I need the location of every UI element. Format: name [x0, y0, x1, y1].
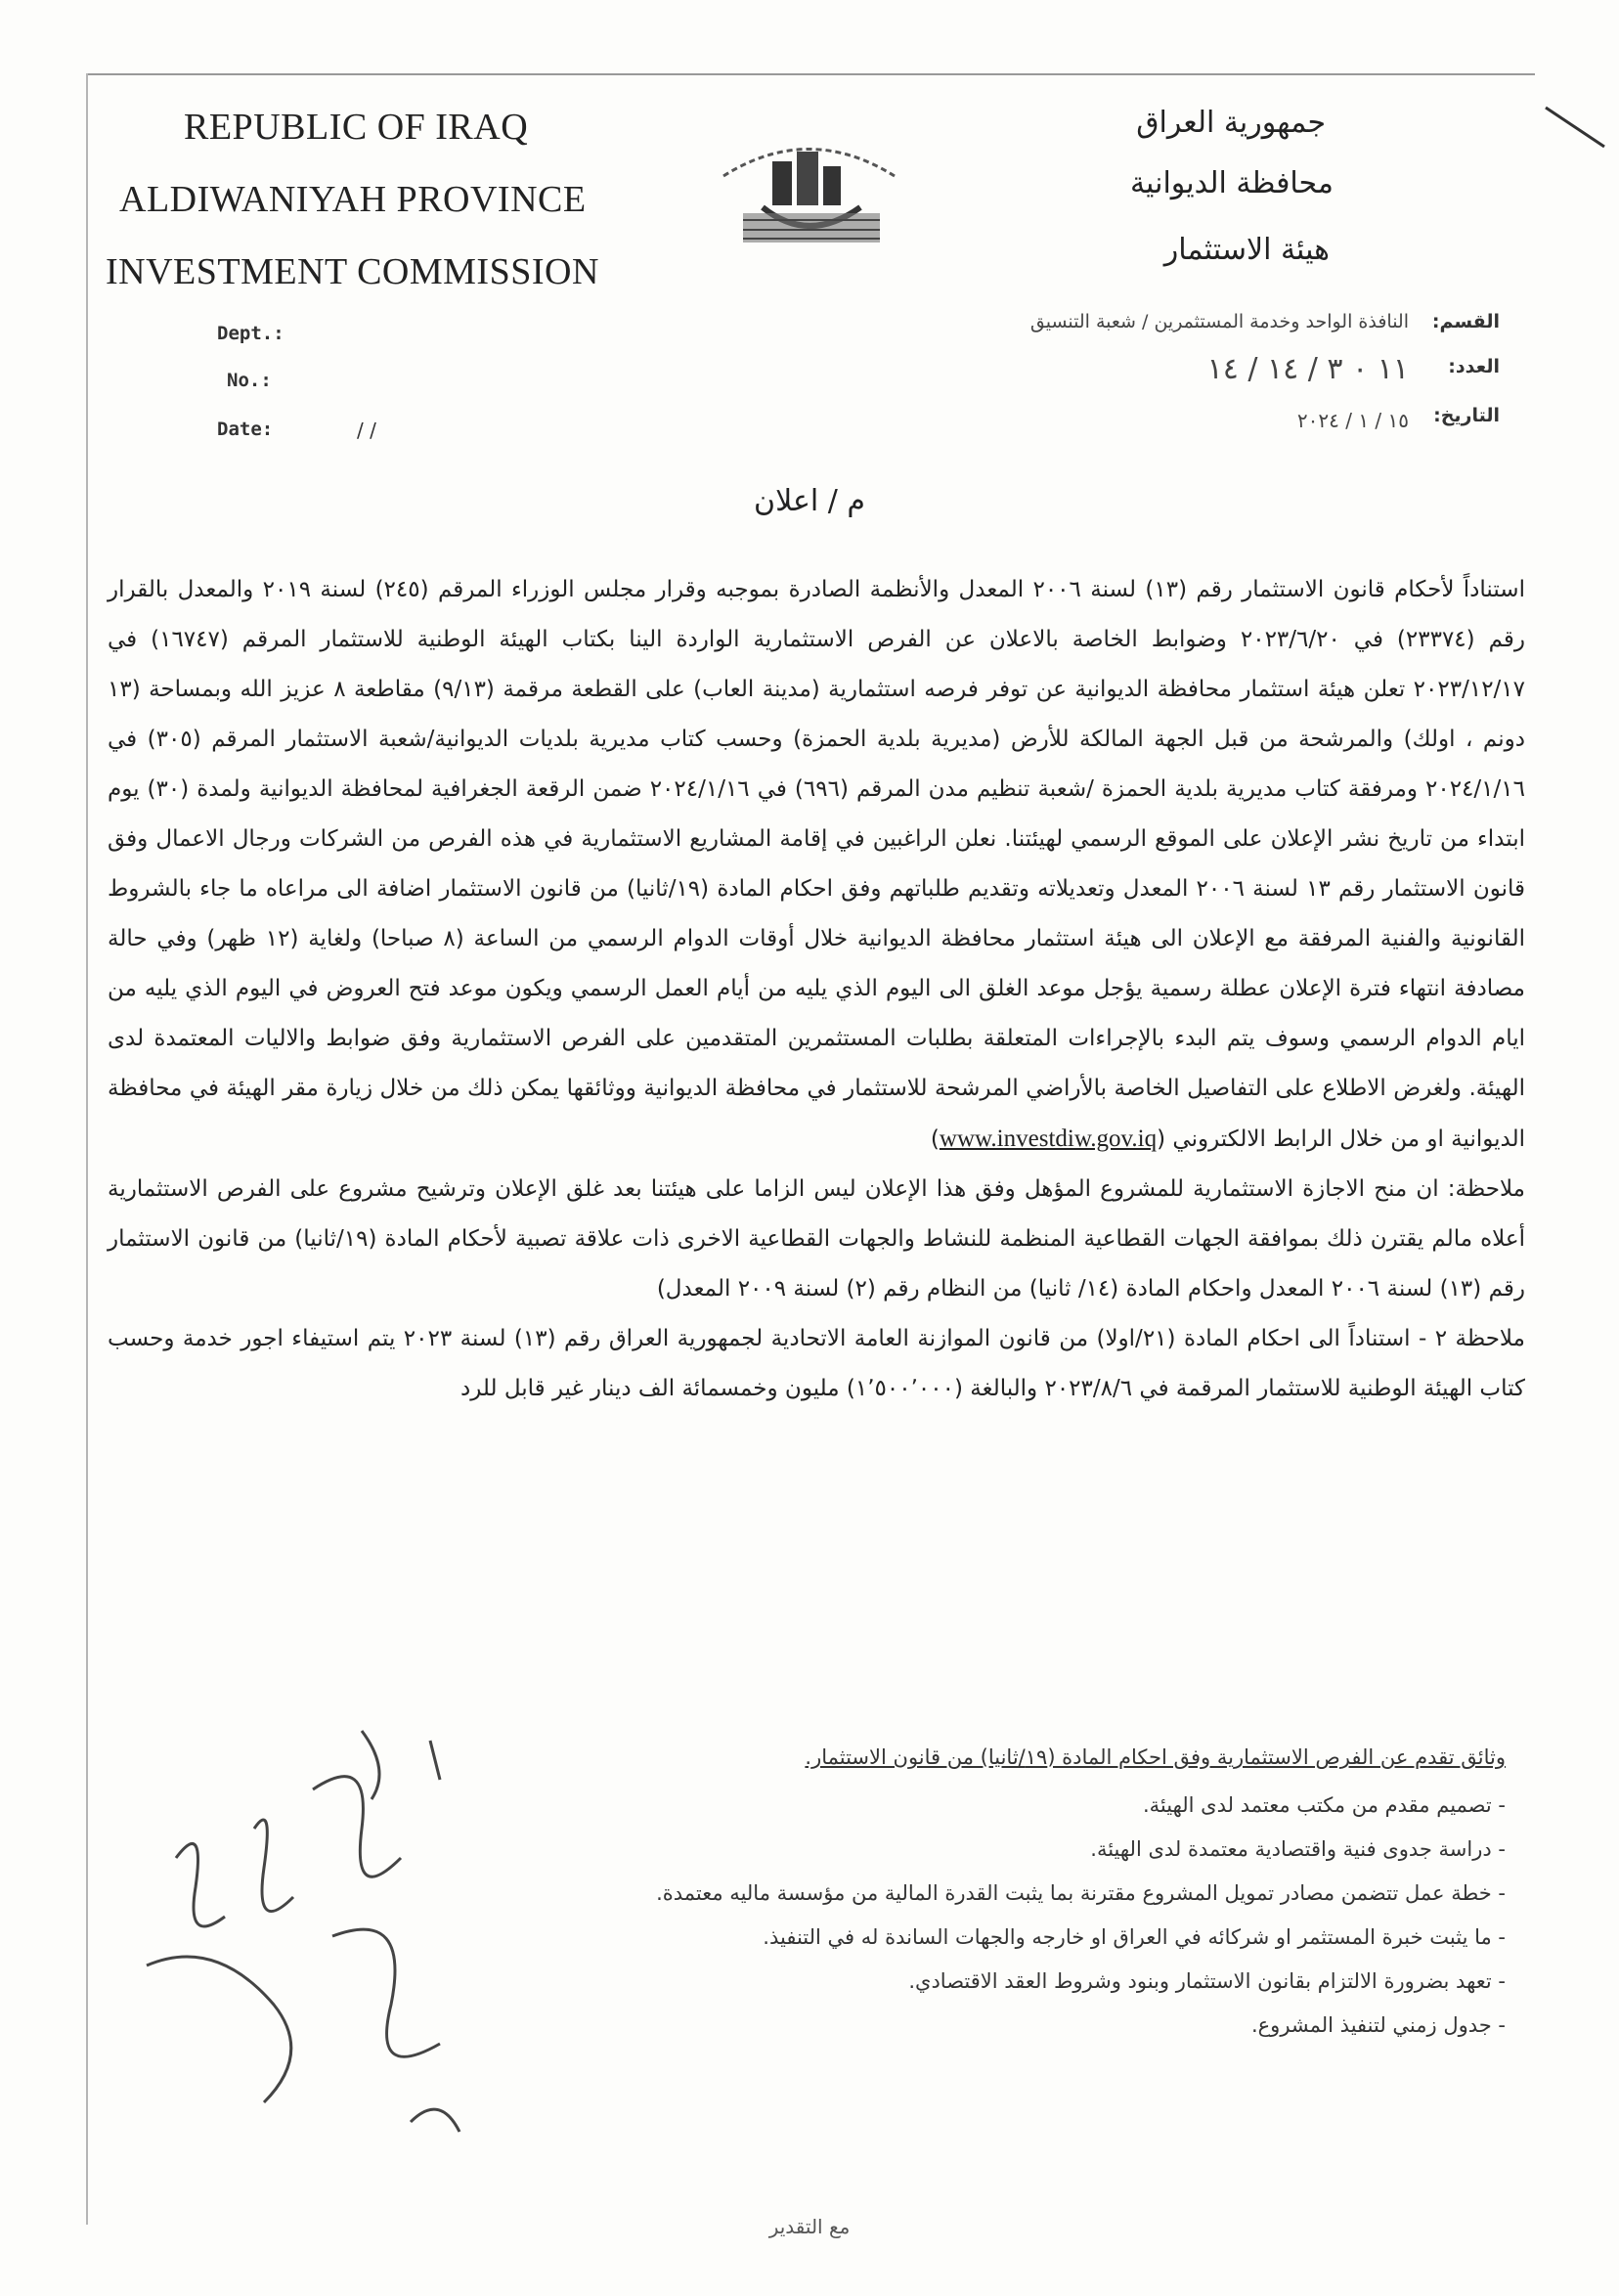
left-border [86, 73, 88, 2225]
note-2: ملاحظة ٢ - استناداً الى احكام المادة (٢١/اولا) من قانون الموازنة العامة الاتحادية لجمهورية العراق رقم (١٣) لسنة ٢٠٢٣ يتم استيفاء اجور خدمة وحسب كتاب الهيئة الوطنية للاستثمار المرقمة في ٢٠٢٣/٨/٦ والبالغة (١٬٥٠٠٬٠٠٠) مليون وخمسمائة الف دينار غير قابل للرد [108, 1326, 1525, 1401]
list-item: - دراسة جدوى فنية واقتصادية معتمدة لدى الهيئة. [108, 1828, 1525, 1872]
date-value-ar: ١٥ / ١ / ٢٠٢٤ [1296, 409, 1409, 432]
date-label-ar: التاريخ: [1433, 405, 1500, 426]
no-value-ar: ١١ ٠ ٣ / ١٤ / ١٤ [1206, 352, 1409, 386]
header-country-en: REPUBLIC OF IRAQ [184, 107, 529, 148]
top-border [88, 73, 1535, 75]
list-item: - ما يثبت خبرة المستثمر او شركائه في العراق او خارجه والجهات الساندة له في التنفيذ. [108, 1916, 1525, 1960]
main-paragraph: استناداً لأحكام قانون الاستثمار رقم (١٣) لسنة ٢٠٠٦ المعدل والأنظمة الصادرة بموجبه وقرار مجلس الوزراء المرقم (٢٤٥) لسنة ٢٠١٩ والمعدل بالقرار رقم (٢٣٣٧٤) في ٢٠٢٣/٦/٢٠ وضوابط الخاصة بالاعلان عن الفرص الاستثمارية الواردة الينا بكتاب الهيئة الوطنية للاستثمار المرقم (١٦٧٤٧) في ٢٠٢٣/١٢/١٧ تعلن هيئة استثمار محافظة الديوانية عن توفر فرصه استثمارية (مدينة العاب) على القطعة مرقمة (٩/١٣) مقاطعة ٨ عزيز الله وبمساحة (١٣ دونم ، اولك) والمرشحة من قبل الجهة المالكة للأرض (مديرية بلدية الحمزة) وحسب كتاب مديرية بلديات الديوانية/شعبة الاستثمار المرقم (٣٠٥) في ٢٠٢٤/١/١٦ ومرفقة كتاب مديرية بلدية الحمزة /شعبة تنظيم مدن المرقم (٦٩٦) في ٢٠٢٤/١/١٦ ضمن الرقعة الجغرافية لمحافظة الديوانية ولمدة (٣٠) يوم ابتداء من تاريخ نشر الإعلان على الموقع الرسمي لهيئتنا. نعلن الراغبين في إقامة المشاريع الاستثمارية في هذه الفرص من الشركات ورجال الاعمال وفق قانون الاستثمار رقم ١٣ لسنة ٢٠٠٦ المعدل وتعديلاته وتقديم طلباتهم وفق احكام المادة (١٩/ثانيا) من قانون الاستثمار اضافة الى مراعاه ما جاء بالشروط القانونية والفنية المرفقة مع الإعلان الى هيئة استثمار محافظة الديوانية خلال أوقات الدوام الرسمي من الساعة (٨ صباحا) ولغاية (١٢ ظهر) وفي حالة مصادفة انتهاء فترة الإعلان عطلة رسمية يؤجل موعد الغلق الى اليوم الذي يليه من أيام العمل الرسمي ويكون موعد فتح العروض في اليوم الذي يليه من ايام الدوام الرسمي وسوف يتم البدء بالإجراءات المتعلقة بطلبات المستثمرين المتقدمين على الفرص الاستثمارية وفق ضوابط والاليات المعتمدة لدى الهيئة. ولغرض الاطلاع على التفاصيل الخاصة بالأراضي المرشحة للاستثمار في محافظة الديوانية ووثائقها يمكن ذلك من خلال زيارة مقر الهيئة في محافظة الديوانية او من خلال الرابط الالكتروني (www.investdiw.gov.iq) [108, 577, 1526, 1152]
corner-mark-icon [1541, 93, 1609, 152]
no-label-ar: العدد: [1448, 356, 1500, 377]
list-item: - تعهد بضرورة الالتزام بقانون الاستثمار وبنود وشروط العقد الاقتصادي. [108, 1960, 1525, 2004]
commission-emblem-icon [704, 117, 914, 254]
no-label: No.: [227, 370, 272, 391]
page-title: م / اعلان [754, 484, 865, 518]
main-paragraph-text: استناداً لأحكام قانون الاستثمار رقم (١٣) لسنة ٢٠٠٦ المعدل والأنظمة الصادرة بموجبه وقرار مجلس الوزراء المرقم (٢٤٥) لسنة ٢٠١٩ والمعدل بالقرار رقم (٢٣٣٧٤) في ٢٠٢٣/٦/٢٠ وضوابط الخاصة بالاعلان عن الفرص الاستثمارية الواردة الينا بكتاب الهيئة الوطنية للاستثمار المرقم (١٦٧٤٧) في ٢٠٢٣/١٢/١٧ تعلن هيئة استثمار محافظة الديوانية عن توفر فرصه استثمارية (مدينة العاب) على القطعة مرقمة (٩/١٣) مقاطعة ٨ عزيز الله وبمساحة (١٣ دونم ، اولك) والمرشحة من قبل الجهة المالكة للأرض (مديرية بلدية الحمزة) وحسب كتاب مديرية بلديات الديوانية/شعبة الاستثمار المرقم (٣٠٥) في ٢٠٢٤/١/١٦ ومرفقة كتاب مديرية بلدية الحمزة /شعبة تنظيم مدن المرقم (٦٩٦) في ٢٠٢٤/١/١٦ ضمن الرقعة الجغرافية لمحافظة الديوانية ولمدة (٣٠) يوم ابتداء من تاريخ نشر الإعلان على الموقع الرسمي لهيئتنا. نعلن الراغبين في إقامة المشاريع الاستثمارية في هذه الفرص من الشركات ورجال الاعمال وفق قانون الاستثمار رقم ١٣ لسنة ٢٠٠٦ المعدل وتعديلاته وتقديم طلباتهم وفق احكام المادة (١٩/ثانيا) من قانون الاستثمار اضافة الى مراعاه ما جاء بالشروط القانونية والفنية المرفقة مع الإعلان الى هيئة استثمار محافظة الديوانية خلال أوقات الدوام الرسمي من الساعة (٨ صباحا) ولغاية (١٢ ظهر) وفي حالة مصادفة انتهاء فترة الإعلان عطلة رسمية يؤجل موعد الغلق الى اليوم الذي يليه من أيام العمل الرسمي ويكون موعد فتح العروض في اليوم الذي يليه من ايام الدوام الرسمي وسوف يتم البدء بالإجراءات المتعلقة بطلبات المستثمرين المتقدمين على الفرص الاستثمارية وفق ضوابط والاليات المعتمدة لدى الهيئة. ولغرض الاطلاع على التفاصيل الخاصة بالأراضي المرشحة للاستثمار في محافظة الديوانية ووثائقها يمكن ذلك من خلال زيارة مقر الهيئة في محافظة الديوانية او من خلال الرابط الالكتروني [108, 577, 1526, 1152]
date-placeholder: / / [357, 419, 376, 442]
dept-value-ar: النافذة الواحد وخدمة المستثمرين / شعبة التنسيق [1029, 311, 1409, 332]
header-country-ar: جمهورية العراق [1136, 106, 1326, 140]
dept-label: Dept.: [217, 323, 284, 344]
website-link[interactable]: www.investdiw.gov.iq [939, 1126, 1158, 1152]
note-1: ملاحظة: ان منح الاجازة الاستثمارية للمشروع المؤهل وفق هذا الإعلان ليس الزاما على هيئتنا بعد غلق الإعلان وترشيح مشروع على الفرص الاستثمارية أعلاه مالم يقترن ذلك بموافقة الجهات القطاعية المنظمة للنشاط والجهات القطاعية الاخرى ذات علاقة تصبية لأحكام المادة (١٩/ثانيا) من قانون الاستثمار رقم (١٣) لسنة ٢٠٠٦ المعدل واحكام المادة (١٤/ ثانيا) من النظام رقم (٢) لسنة ٢٠٠٩ المعدل) [108, 1176, 1525, 1302]
dept-label-ar: القسم: [1431, 311, 1500, 332]
handwritten-signature-icon [117, 1711, 528, 2151]
date-label: Date: [217, 419, 274, 440]
list-item: - تصميم مقدم من مكتب معتمد لدى الهيئة. [108, 1784, 1525, 1828]
list-item: - خطة عمل تتضمن مصادر تمويل المشروع مقترنة بما يثبت القدرة المالية من مؤسسة ماليه معتمدة. [108, 1872, 1525, 1916]
closing-text: مع التقدير [768, 2215, 851, 2238]
header-commission-en: INVESTMENT COMMISSION [106, 251, 599, 292]
header-province-en: ALDIWANIYAH PROVINCE [119, 179, 587, 220]
list-item: - جدول زمني لتنفيذ المشروع. [108, 2004, 1525, 2048]
header-province-ar: محافظة الديوانية [1129, 166, 1334, 200]
requirements-intro: وثائق تقدم عن الفرص الاستثمارية وفق احكام المادة (١٩/ثانيا) من قانون الاستثمار. [805, 1745, 1506, 1769]
header-commission-ar: هيئة الاستثمار [1163, 233, 1330, 267]
announcement-body [108, 565, 1525, 1414]
